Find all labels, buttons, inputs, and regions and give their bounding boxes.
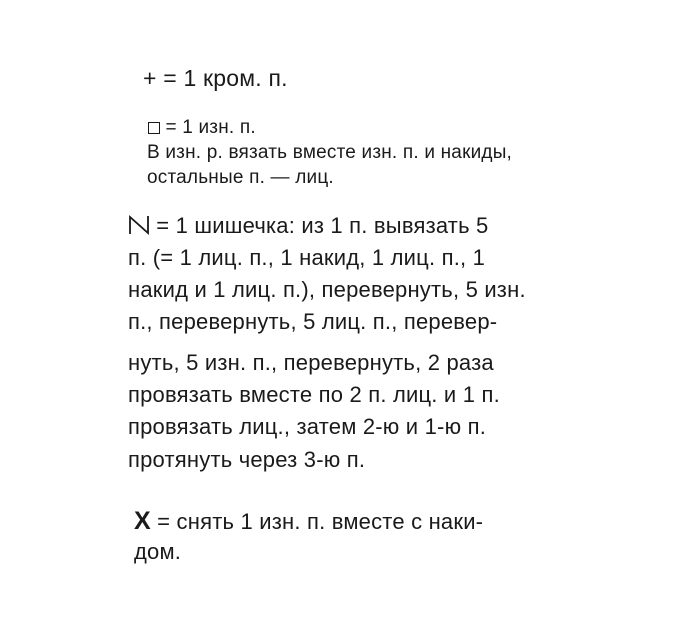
legend-line bbox=[128, 215, 489, 237]
legend-line: протянуть через 3-ю п. bbox=[128, 447, 366, 472]
cross-symbol: X bbox=[134, 507, 151, 535]
legend-text: = 1 шишечка: из 1 п. вывязать 5 bbox=[150, 213, 489, 238]
legend-line: п., перевернуть, 5 лиц. п., перевер- bbox=[128, 309, 498, 334]
empty-square-icon bbox=[148, 122, 160, 134]
legend-line: остальные п. — лиц. bbox=[147, 167, 334, 188]
legend-line bbox=[148, 118, 256, 137]
legend-line: В изн. р. вязать вместе изн. п. и накиды, bbox=[147, 142, 513, 163]
legend-line: п. (= 1 лиц. п., 1 накид, 1 лиц. п., 1 bbox=[128, 245, 486, 270]
legend-line: провязать лиц., затем 2-ю и 1-ю п. bbox=[128, 414, 487, 439]
bobble-n-icon bbox=[128, 215, 150, 235]
legend-line: дом. bbox=[134, 539, 182, 564]
legend-line bbox=[134, 509, 483, 534]
legend-line: провязать вместе по 2 п. лиц. и 1 п. bbox=[128, 382, 500, 407]
legend-text: = 1 кром. п. bbox=[156, 65, 288, 91]
legend-line bbox=[143, 67, 288, 90]
legend-line: накид и 1 лиц. п.), перевернуть, 5 изн. bbox=[128, 277, 526, 302]
legend-text: = снять 1 изн. п. вместе с наки- bbox=[150, 509, 484, 534]
plus-symbol: + bbox=[143, 65, 157, 91]
legend-text: = 1 изн. п. bbox=[160, 117, 256, 138]
legend-line: нуть, 5 изн. п., перевернуть, 2 раза bbox=[128, 350, 494, 375]
